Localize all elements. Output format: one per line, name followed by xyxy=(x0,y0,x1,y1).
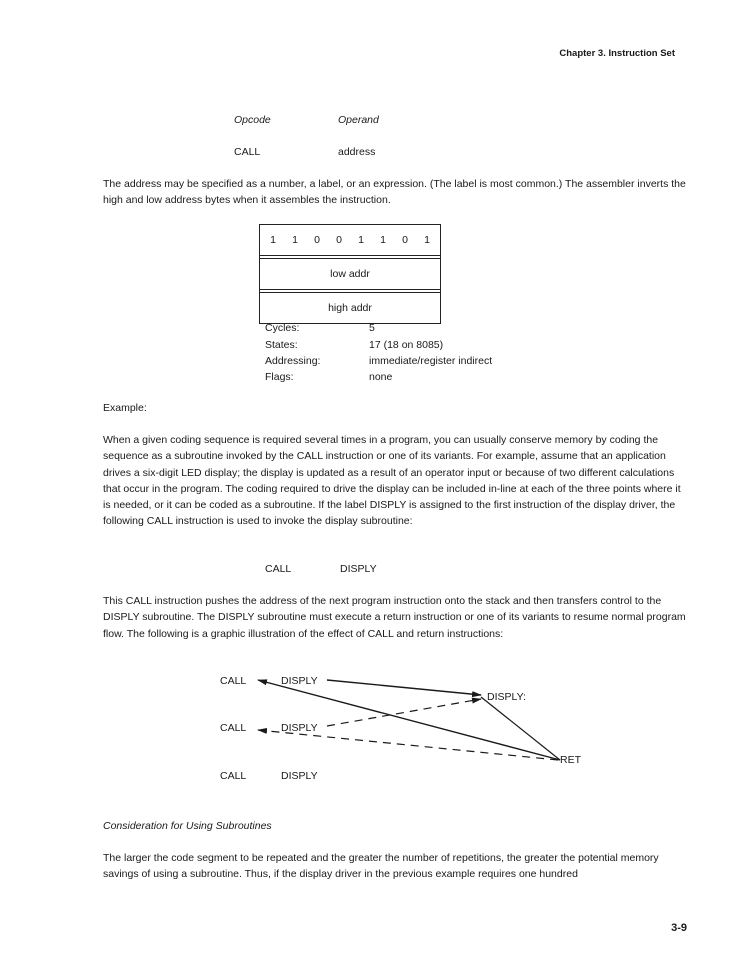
bit: 0 xyxy=(402,234,408,246)
spec-value: immediate/register indirect xyxy=(369,355,493,367)
spec-value: none xyxy=(369,371,393,383)
page-number: 3-9 xyxy=(671,922,687,934)
spec-label: Cycles: xyxy=(265,322,300,334)
diagram-call-op: CALL xyxy=(220,675,247,687)
diagram-call-arg: DISPLY xyxy=(281,675,318,687)
intro-paragraph: The address may be specified as a number, a label, or an expression. (The label is most common.) The assembler inverts the high and low address bytes when it assembles the instruction. xyxy=(103,178,686,207)
spec-value: 5 xyxy=(369,322,375,334)
diagram-target-label: DISPLY: xyxy=(487,691,526,703)
spec-value: 17 (18 on 8085) xyxy=(369,339,444,351)
subroutine-flow-line xyxy=(481,697,560,760)
bit: 0 xyxy=(314,234,320,246)
diagram-call-arg: DISPLY xyxy=(281,722,318,734)
example-code-arg: DISPLY xyxy=(340,563,377,575)
low-addr-row: low addr xyxy=(260,259,440,290)
diagram-call-op: CALL xyxy=(220,722,247,734)
closing-paragraph: The larger the code segment to be repeated and the greater the number of repetitions, the greater the potential memory savings of using a subroutine. Thus, if the display driver in the previous example requires one hundred xyxy=(103,852,659,881)
bit: 0 xyxy=(336,234,342,246)
spec-label: Flags: xyxy=(265,371,294,383)
diagram-call-arg: DISPLY xyxy=(281,770,318,782)
example-paragraph: When a given coding sequence is required several times in a program, you can usually conserve memory by coding the sequence as a subroutine invoked by the CALL instruction or one of its variants. For example, assume that an application drives a six-digit LED display; the display is updated as a result of an operator input or because of two different calculations that occur in the program. The coding required to drive the display can be included in-line at each of the three points where it is needed, or it can be coded as a subroutine. If the label DISPLY is assigned to the first instruction of the display driver, the following CALL instruction is used to invoke the display subroutine: xyxy=(103,434,681,528)
high-addr-row: high addr xyxy=(260,293,440,324)
bit: 1 xyxy=(358,234,364,246)
chapter-header: Chapter 3. Instruction Set xyxy=(559,48,675,59)
bit: 1 xyxy=(270,234,276,246)
call-paragraph: This CALL instruction pushes the address of the next program instruction onto the stack and then transfers control to the DISPLY subroutine. The DISPLY subroutine must execute a return instruction or one of its variants to resume normal program flow. The following is a graphic illustration of the effect of CALL and return instructions: xyxy=(103,595,686,640)
call-arrow xyxy=(327,680,481,695)
diagram-call-op: CALL xyxy=(220,770,247,782)
bit: 1 xyxy=(380,234,386,246)
opcode-value: CALL xyxy=(234,146,261,158)
section-heading: Consideration for Using Subroutines xyxy=(103,820,272,832)
bit: 1 xyxy=(424,234,430,246)
example-code-op: CALL xyxy=(265,563,292,575)
opcode-label: Opcode xyxy=(234,114,271,126)
operand-value: address xyxy=(338,146,376,158)
spec-label: States: xyxy=(265,339,298,351)
diagram-ret-label: RET xyxy=(560,754,581,766)
operand-label: Operand xyxy=(338,114,379,126)
spec-label: Addressing: xyxy=(265,355,321,367)
bit: 1 xyxy=(292,234,298,246)
example-heading: Example: xyxy=(103,402,147,414)
call-arrow-dashed xyxy=(327,699,481,726)
